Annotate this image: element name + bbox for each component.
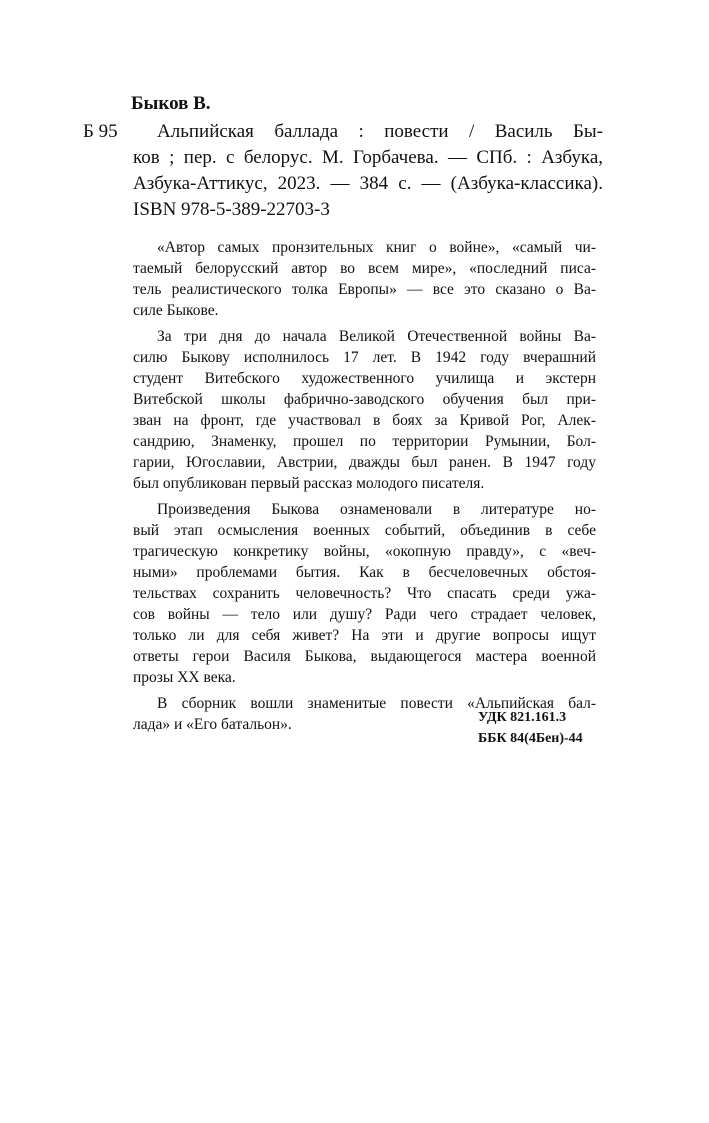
text-line: тель реалистического толка Европы» — все это сказано о Ва- [133,281,596,298]
udk-code: УДК 821.161.3 [478,710,567,725]
text-line: силе Быкове. [133,302,219,319]
text-line: Произведения Быкова ознаменовали в литературе но- [157,501,596,518]
text-line: ответы герои Василя Быкова, выдающегося мастера военной [133,648,596,665]
isbn-line: ISBN 978-5-389-22703-3 [133,199,330,220]
text-line: вый этап осмысления военных событий, объединив в себе [133,522,596,539]
text-line: был опубликован первый рассказ молодого писателя. [133,475,485,492]
text-line: тельствах сохранить человечность? Что спасать среди ужа- [133,585,596,602]
text-line: «Автор самых пронзительных книг о войне», «самый чи- [157,239,596,256]
text-line: гарии, Югославии, Австрии, дважды был ранен. В 1947 году [133,454,596,471]
text-line: За три дня до начала Великой Отечественной войны Ва- [157,328,596,345]
bibliographic-record [133,119,603,223]
text-line: лада» и «Его батальон». [133,716,292,733]
text-line: В сборник вошли знаменитые повести «Альпийская бал- [157,695,596,712]
text-line: студент Витебского художественного училища и экстерн [133,370,596,387]
classification-codes [478,707,583,749]
text-line: Витебской школы фабрично-заводского обучения был при- [133,391,596,408]
catalog-code: Б 95 [83,121,118,142]
text-line: прозы XX века. [133,669,236,686]
text-line: ными» проблемами бытия. Как в бесчеловечных обстоя- [133,564,596,581]
text-line: зван на фронт, где участвовал в боях за Кривой Рог, Алек- [133,412,596,429]
bbk-code: ББК 84(4Бен)-44 [478,731,583,746]
text-line: только ли для себя живет? На эти и другие вопросы ищут [133,627,596,644]
abstract-paragraph [133,237,596,321]
bibliographic-line: Альпийская баллада : повести / Василь Бы- [157,121,603,142]
text-line: таемый белорусский автор во всем мире», «последний писа- [133,260,596,277]
bibliographic-line: Азбука-Аттикус, 2023. — 384 с. — (Азбука-классика). [133,173,603,194]
abstract [133,237,596,740]
text-line: трагическую конкретику войны, «окопную правду», с «веч- [133,543,596,560]
abstract-paragraph [133,326,596,494]
text-line: силю Быкову исполнилось 17 лет. В 1942 году вчерашний [133,349,596,366]
bibliographic-line: ков ; пер. с белорус. М. Горбачева. — СПб. : Азбука, [133,147,603,168]
author-heading: Быков В. [131,93,211,114]
abstract-paragraph [133,499,596,688]
text-line: сов войны — тело или душу? Ради чего страдает человек, [133,606,596,623]
text-line: сандрию, Знаменку, прошел по территории Румынии, Бол- [133,433,596,450]
